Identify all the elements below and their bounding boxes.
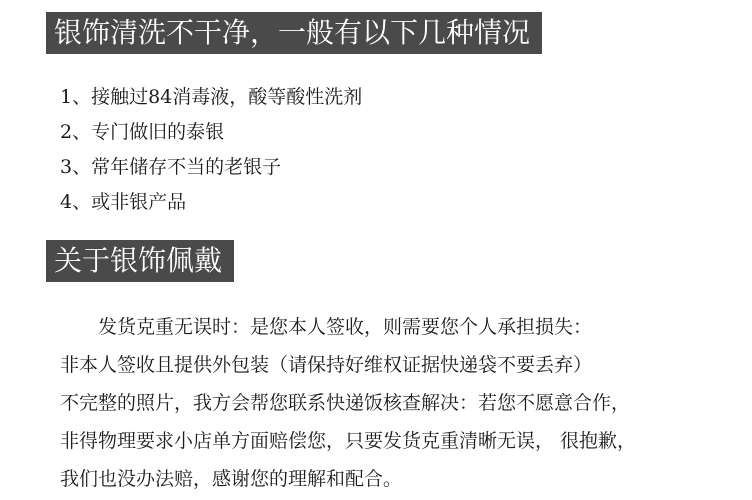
paragraph-line: 发货克重无误时：是您本人签收，则需要您个人承担损失： bbox=[98, 316, 593, 338]
list-item: 4、或非银产品 bbox=[60, 191, 187, 213]
list-item: 1、接触过84消毒液，酸等酸性洗剂 bbox=[60, 86, 363, 108]
paragraph-line: 不完整的照片，我方会帮您联系快递饭核查解决：若您不愿意合作， bbox=[60, 392, 631, 414]
list-item: 2、专门做旧的泰银 bbox=[60, 121, 225, 143]
wearing-paragraph bbox=[60, 308, 636, 498]
section-heading-wearing: 关于银饰佩戴 bbox=[46, 240, 234, 282]
list-item: 3、常年储存不当的老银子 bbox=[60, 156, 282, 178]
paragraph-line: 非得物理要求小店单方面赔偿您，只要发货克重清晰无误， 很抱歉， bbox=[60, 430, 637, 452]
paragraph-line: 非本人签收且提供外包装（请保持好维权证据快递袋不要丢弃） bbox=[60, 354, 593, 376]
cleaning-reasons-list bbox=[60, 80, 362, 220]
paragraph-line: 我们也没办法赔，感谢您的理解和配合。 bbox=[60, 468, 403, 490]
section-heading-cleaning: 银饰清洗不干净，一般有以下几种情况 bbox=[46, 12, 542, 54]
